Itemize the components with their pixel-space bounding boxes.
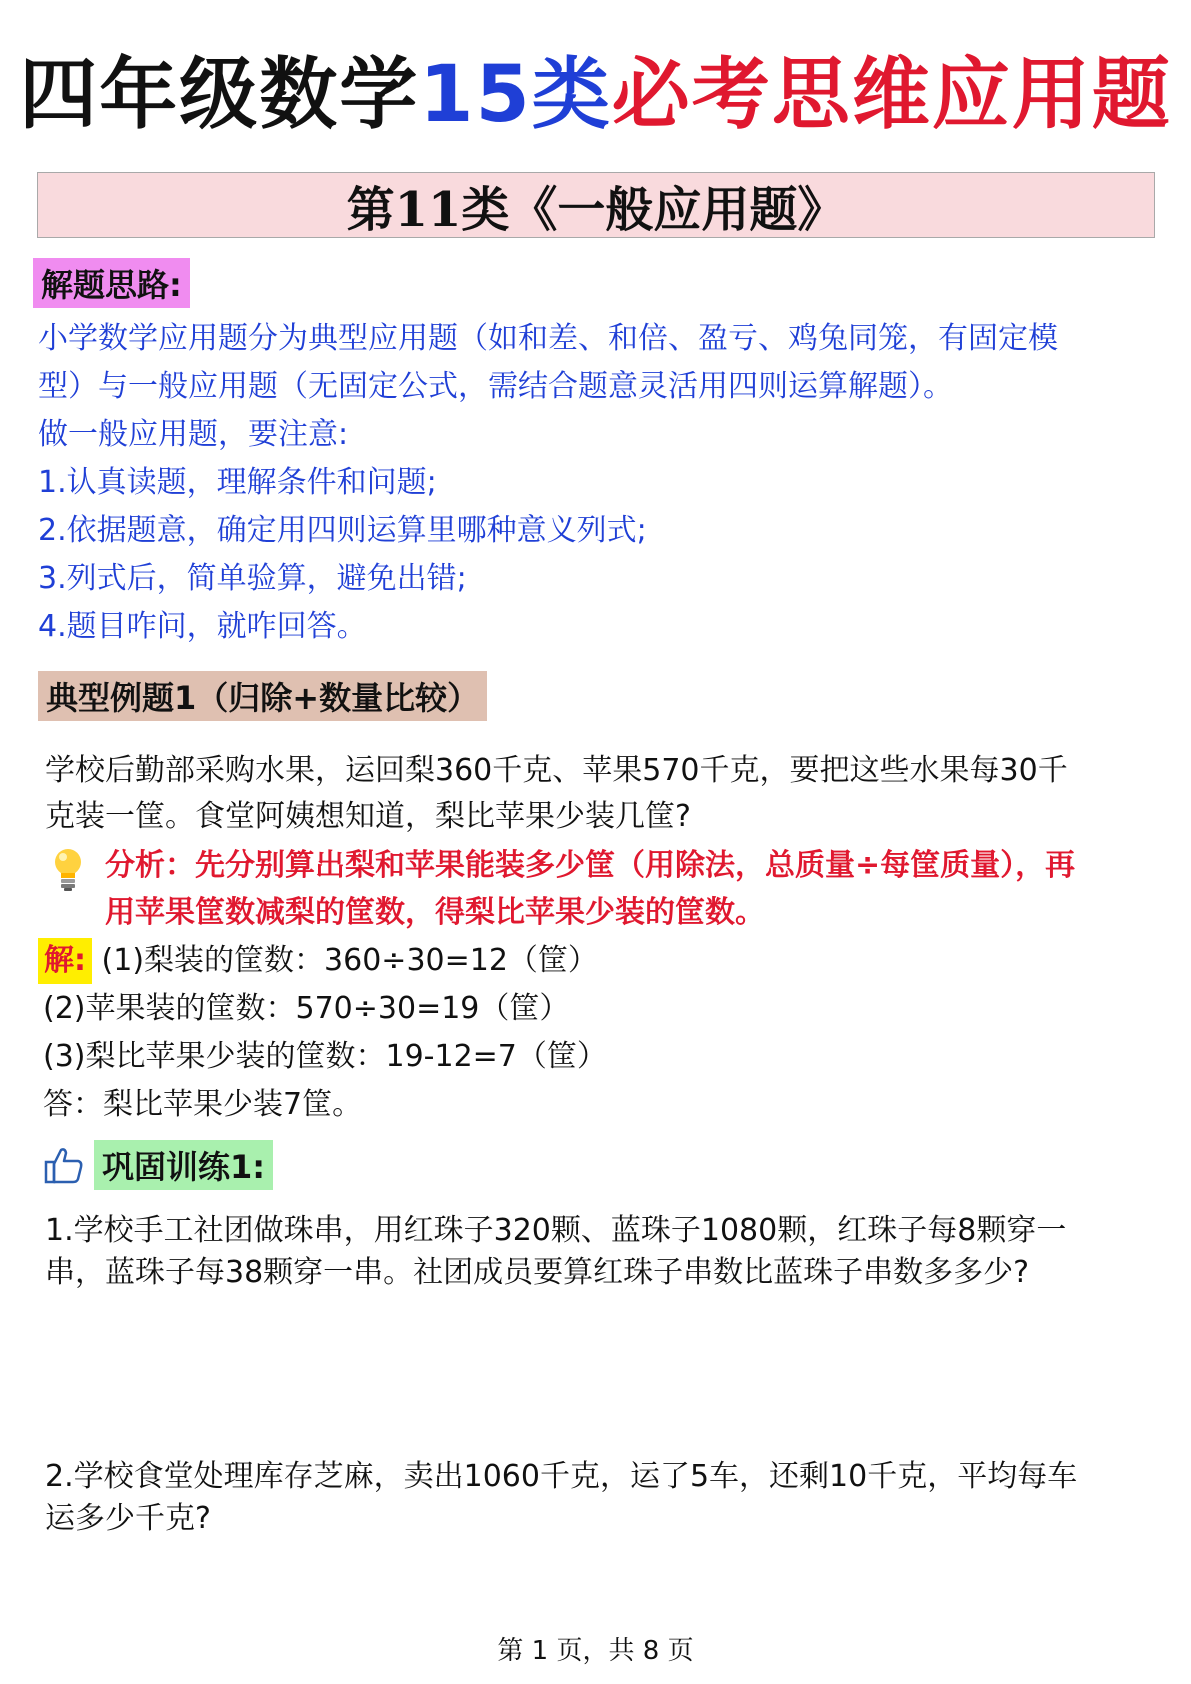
example-problem-line: 学校后勤部采购水果，运回梨360千克、苹果570千克，要把这些水果每30千	[45, 753, 1068, 788]
section-banner	[37, 172, 1155, 238]
approach-line: 做一般应用题，要注意:	[38, 417, 349, 452]
solution-step: (3)梨比苹果少装的筐数：19-12=7（筐）	[43, 1039, 607, 1074]
solution-step: (1)梨装的筐数：360÷30=12（筐）	[101, 943, 598, 978]
analysis-line: 用苹果筐数减梨的筐数，得梨比苹果少装的筐数。	[105, 895, 765, 930]
page-number: 第 1 页，共 8 页	[497, 1636, 694, 1666]
answer-line: 答：梨比苹果少装7筐。	[43, 1087, 363, 1122]
approach-line: 1.认真读题，理解条件和问题;	[38, 465, 437, 500]
example-label: 典型例题1（归除+数量比较）	[38, 671, 487, 721]
title-part-grade: 四年级数学	[19, 50, 420, 140]
solution-label: 解:	[38, 938, 92, 984]
thumbs-up-icon	[44, 1146, 84, 1184]
practice-question-line: 1.学校手工社团做珠串，用红珠子320颗、蓝珠子1080颗，红珠子每8颗穿一	[45, 1213, 1067, 1248]
practice-label-wrap	[94, 1140, 273, 1190]
approach-label-wrap	[33, 258, 190, 308]
example-problem-line: 克装一筐。食堂阿姨想知道，梨比苹果少装几筐?	[45, 799, 691, 834]
solution-first-line	[38, 938, 598, 984]
title-part-count: 15类	[419, 50, 612, 140]
lightbulb-icon	[50, 846, 86, 892]
practice-question-line: 运多少千克?	[45, 1501, 211, 1536]
practice-question-line: 串，蓝珠子每38颗穿一串。社团成员要算红珠子串数比蓝珠子串数多多少?	[45, 1255, 1030, 1290]
approach-label: 解题思路:	[33, 258, 190, 308]
practice-question-line: 2.学校食堂处理库存芝麻，卖出1060千克，运了5车，还剩10千克，平均每车	[45, 1459, 1078, 1494]
solution-step: (2)苹果装的筐数：570÷30=19（筐）	[43, 991, 570, 1026]
page-title	[0, 50, 1191, 140]
title-part-topic: 必考思维应用题	[611, 50, 1172, 140]
practice-label: 巩固训练1:	[94, 1140, 273, 1190]
section-banner-text: 第11类《一般应用题》	[346, 181, 846, 238]
approach-line: 3.列式后，简单验算，避免出错;	[38, 561, 467, 596]
analysis-line: 分析：先分别算出梨和苹果能装多少筐（用除法，总质量÷每筐质量），再	[105, 848, 1076, 883]
example-label-wrap	[38, 671, 487, 721]
approach-line: 型）与一般应用题（无固定公式，需结合题意灵活用四则运算解题）。	[38, 369, 953, 404]
approach-line: 小学数学应用题分为典型应用题（如和差、和倍、盈亏、鸡兔同笼，有固定模	[38, 321, 1058, 356]
approach-line: 2.依据题意，确定用四则运算里哪种意义列式;	[38, 513, 647, 548]
approach-line: 4.题目咋问，就咋回答。	[38, 609, 367, 644]
